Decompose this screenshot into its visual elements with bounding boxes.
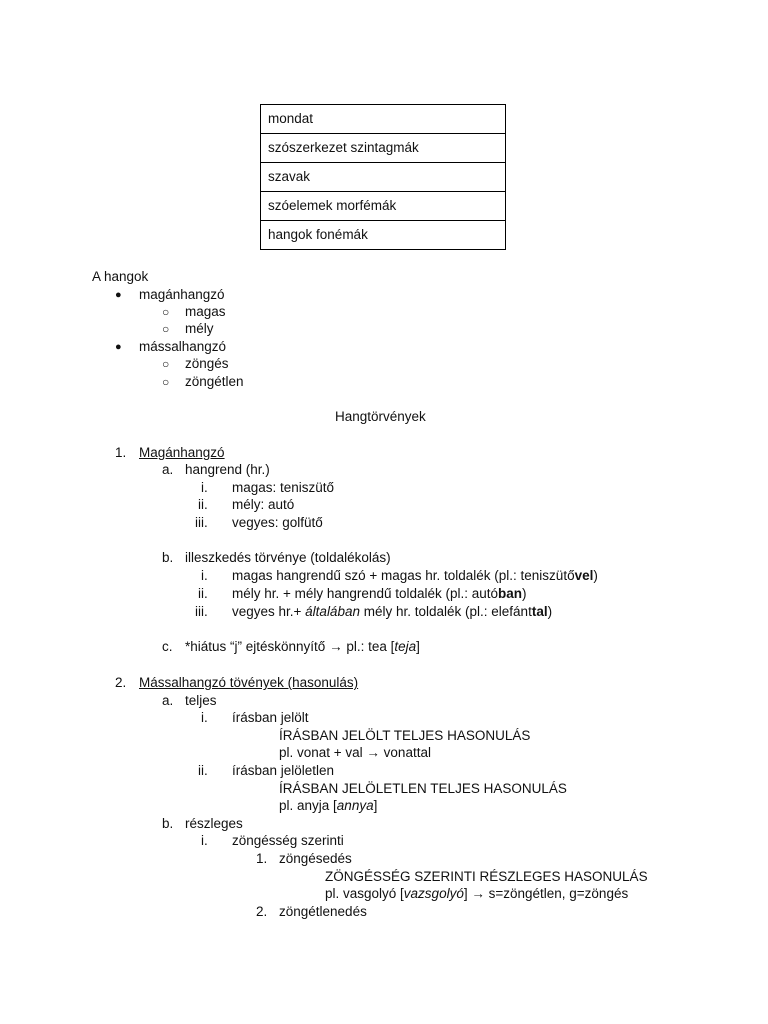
list-item: vegyes hr.+ általában mély hr. toldalék (pl.: elefánttal): [232, 604, 553, 619]
circle-bullet-icon: ○: [162, 305, 170, 319]
list-marker: iii.: [195, 515, 208, 530]
table-row: [261, 192, 506, 221]
list-marker: ii.: [198, 586, 208, 601]
bullet-icon: ●: [115, 341, 122, 353]
table-cell: mondat: [261, 105, 506, 134]
list-item: teljes: [185, 693, 217, 708]
table-row: [261, 134, 506, 163]
bullet-icon: ●: [115, 289, 122, 301]
table-cell: szószerkezet szintagmák: [261, 134, 506, 163]
list-item: vegyes: golfütő: [232, 515, 323, 530]
list-marker: b.: [162, 816, 174, 831]
circle-bullet-icon: ○: [162, 322, 170, 336]
list-item: magas: teniszütő: [232, 480, 335, 495]
table-row: [261, 221, 506, 250]
table-row: [261, 163, 506, 192]
list-item-zongetlen: zöngétlen: [185, 374, 244, 389]
list-number: 2.: [256, 904, 268, 919]
list-item: zöngésség szerinti: [232, 833, 344, 848]
list-marker: iii.: [195, 604, 208, 619]
section-title: Magánhangzó: [139, 445, 225, 460]
list-marker: i.: [201, 568, 208, 583]
table-cell: szóelemek morfémák: [261, 192, 506, 221]
section-title: Mássalhangzó tövények (hasonulás): [139, 675, 359, 690]
list-marker: a.: [162, 693, 174, 708]
list-marker: ii.: [198, 497, 208, 512]
list-item: hangrend (hr.): [185, 462, 270, 477]
list-item-zonges: zöngés: [185, 356, 229, 371]
circle-bullet-icon: ○: [162, 357, 170, 371]
caps-label: ÍRÁSBAN JELÖLETLEN TELJES HASONULÁS: [279, 781, 567, 796]
list-marker: b.: [162, 550, 174, 565]
list-item-mely: mély: [185, 321, 214, 336]
list-item: részleges: [185, 816, 243, 831]
list-item: illeszkedés törvénye (toldalékolás): [185, 550, 391, 565]
list-number: 1.: [256, 851, 268, 866]
list-marker: i.: [201, 710, 208, 725]
list-marker: ii.: [198, 763, 208, 778]
table-cell: hangok fonémák: [261, 221, 506, 250]
list-marker: c.: [162, 639, 173, 654]
table-cell: szavak: [261, 163, 506, 192]
list-item: mély: autó: [232, 497, 295, 512]
list-item: zöngésedés: [279, 851, 352, 866]
list-item: magas hangrendű szó + magas hr. toldalék (pl.: teniszütővel): [232, 568, 598, 583]
example-text: pl. vasgolyó [vazsgolyó] → s=zöngétlen, g=zöngés: [325, 886, 629, 901]
circle-bullet-icon: ○: [162, 375, 170, 389]
caps-label: ZÖNGÉSSÉG SZERINTI RÉSZLEGES HASONULÁS: [325, 869, 648, 884]
list-marker: i.: [201, 833, 208, 848]
list-number: 2.: [115, 675, 127, 690]
list-marker: i.: [201, 480, 208, 495]
list-item-consonant: mássalhangzó: [139, 339, 227, 354]
list-item-magas: magas: [185, 304, 226, 319]
list-item: írásban jelöletlen: [232, 763, 335, 778]
example-text: pl. anyja [annya]: [279, 798, 378, 813]
language-levels-table: [260, 104, 506, 250]
section-heading: Hangtörvények: [335, 409, 426, 424]
list-marker: a.: [162, 462, 174, 477]
list-number: 1.: [115, 445, 127, 460]
list-item: *hiátus “j” ejtéskönnyítő → pl.: tea [teja]: [185, 639, 420, 654]
example-text: pl. vonat + val → vonattal: [279, 745, 431, 760]
table-row: [261, 105, 506, 134]
caps-label: ÍRÁSBAN JELÖLT TELJES HASONULÁS: [279, 728, 531, 743]
list-item-vowel: magánhangzó: [139, 287, 225, 302]
list-item: zöngétlenedés: [279, 904, 367, 919]
list-item: mély hr. + mély hangrendű toldalék (pl.: autóban): [232, 586, 527, 601]
list-item: írásban jelölt: [232, 710, 309, 725]
hangok-title: A hangok: [92, 269, 149, 284]
